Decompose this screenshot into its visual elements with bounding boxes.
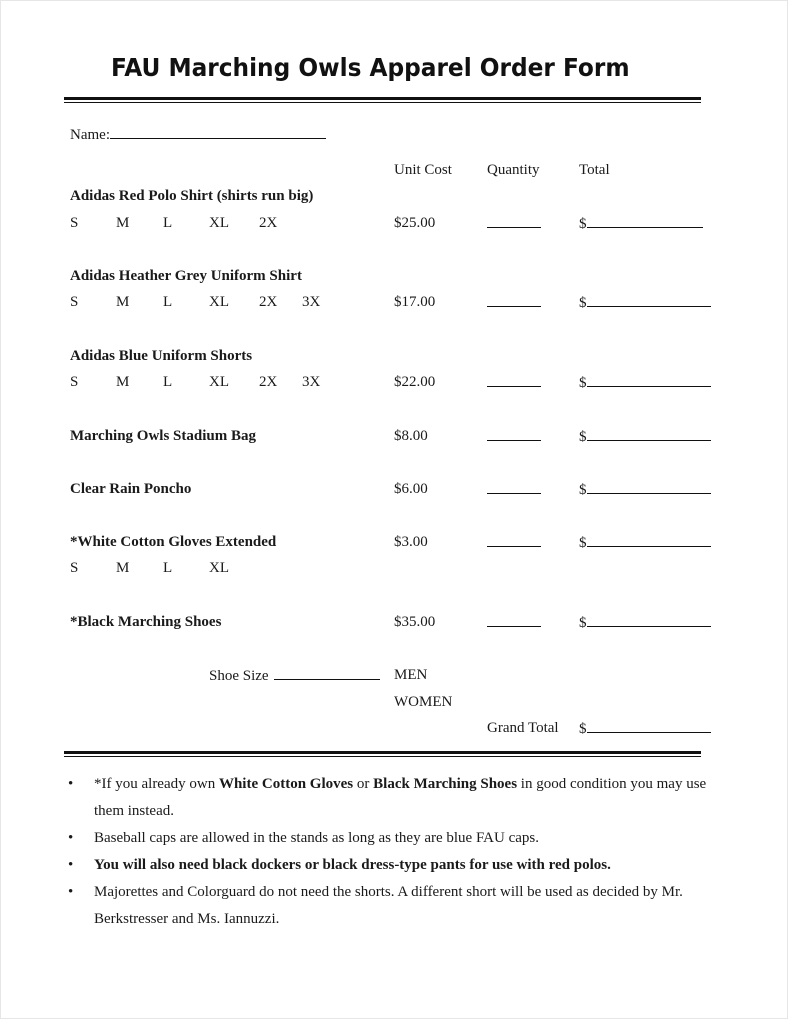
size-l[interactable]: L [163, 294, 173, 310]
size-m[interactable]: M [116, 374, 130, 390]
total-field[interactable] [579, 613, 711, 632]
quantity-blank[interactable] [487, 214, 541, 233]
total-prefix: $ [579, 375, 587, 391]
total-field[interactable] [579, 293, 711, 312]
footer-rule-thin [64, 756, 701, 757]
size-m[interactable]: M [116, 560, 130, 576]
size-3x[interactable]: 3X [302, 294, 321, 310]
name-label: Name: [70, 127, 110, 143]
shoe-gender-men[interactable]: MEN [394, 667, 428, 683]
grand-total-label: Grand Total [487, 720, 559, 736]
size-2x[interactable]: 2X [259, 215, 278, 231]
unit-price: $25.00 [394, 215, 436, 231]
note-text: or [353, 776, 374, 792]
header-total: Total [579, 162, 610, 178]
item-name-grey-shirt: Adidas Heather Grey Uniform Shirt [70, 268, 302, 284]
size-xl[interactable]: XL [209, 294, 229, 310]
bullet-icon: • [68, 830, 74, 846]
quantity-blank[interactable] [487, 533, 541, 552]
total-field[interactable] [579, 427, 711, 446]
total-prefix: $ [579, 429, 587, 445]
unit-price: $17.00 [394, 294, 436, 310]
unit-price: $22.00 [394, 374, 436, 390]
note-item [66, 825, 716, 852]
bullet-icon: • [68, 884, 74, 900]
note-bold-gloves: White Cotton Gloves [218, 776, 354, 792]
grand-total-prefix: $ [579, 721, 587, 737]
item-name-rain-poncho: Clear Rain Poncho [70, 481, 192, 497]
name-blank[interactable] [110, 125, 326, 139]
note-item [66, 852, 716, 879]
bullet-icon: • [68, 776, 74, 792]
total-prefix: $ [579, 535, 587, 551]
unit-price: $35.00 [394, 614, 436, 630]
note-text: Majorettes and Colorguard do not need the shorts. A different short will be used as decided by Mr. Berkstresser and Ms. Iannuzzi. [94, 884, 683, 927]
unit-price: $8.00 [394, 428, 428, 444]
header-unit-cost: Unit Cost [394, 162, 452, 178]
note-bold-shoes: Black Marching Shoes [373, 776, 518, 792]
size-s[interactable]: S [70, 294, 79, 310]
item-name-red-polo: Adidas Red Polo Shirt (shirts run big) [70, 188, 314, 204]
note-item [66, 771, 716, 825]
total-field[interactable] [579, 533, 711, 552]
footer-rule-thick [64, 751, 701, 754]
total-field[interactable] [579, 480, 711, 499]
size-xl[interactable]: XL [209, 374, 229, 390]
shoe-gender-women[interactable]: WOMEN [394, 694, 453, 710]
quantity-blank[interactable] [487, 427, 541, 446]
item-name-shoes: *Black Marching Shoes [70, 614, 222, 630]
header-quantity: Quantity [487, 162, 540, 178]
total-prefix: $ [579, 615, 587, 631]
item-name-blue-shorts: Adidas Blue Uniform Shorts [70, 348, 253, 364]
note-text: in good condition you may use them instead. [94, 776, 707, 819]
note-item [66, 879, 716, 933]
size-l[interactable]: L [163, 560, 173, 576]
size-l[interactable]: L [163, 374, 173, 390]
shoe-size-field[interactable] [209, 666, 380, 685]
size-m[interactable]: M [116, 294, 130, 310]
total-field[interactable] [579, 214, 703, 233]
item-name-stadium-bag: Marching Owls Stadium Bag [70, 428, 256, 444]
total-prefix: $ [579, 216, 587, 232]
note-text-bold: You will also need black dockers or black dress-type pants for use with red polos. [94, 857, 611, 873]
shoe-size-blank[interactable] [274, 666, 380, 680]
unit-price: $3.00 [394, 534, 428, 550]
size-m[interactable]: M [116, 215, 130, 231]
title-rule-thin [64, 102, 701, 103]
grand-total-field[interactable] [579, 719, 711, 738]
quantity-blank[interactable] [487, 613, 541, 632]
size-s[interactable]: S [70, 560, 79, 576]
notes-list [66, 771, 716, 933]
size-s[interactable]: S [70, 215, 79, 231]
shoe-size-label: Shoe Size [209, 668, 269, 684]
size-3x[interactable]: 3X [302, 374, 321, 390]
size-xl[interactable]: XL [209, 215, 229, 231]
total-prefix: $ [579, 295, 587, 311]
total-prefix: $ [579, 482, 587, 498]
size-s[interactable]: S [70, 374, 79, 390]
size-xl[interactable]: XL [209, 560, 229, 576]
note-text: Baseball caps are allowed in the stands as long as they are blue FAU caps. [94, 830, 540, 846]
size-l[interactable]: L [163, 215, 173, 231]
unit-price: $6.00 [394, 481, 428, 497]
quantity-blank[interactable] [487, 373, 541, 392]
form-title: FAU Marching Owls Apparel Order Form [111, 53, 630, 82]
size-2x[interactable]: 2X [259, 374, 278, 390]
quantity-blank[interactable] [487, 480, 541, 499]
title-rule-thick [64, 97, 701, 100]
item-name-gloves: *White Cotton Gloves Extended [70, 534, 277, 550]
size-2x[interactable]: 2X [259, 294, 278, 310]
note-text: *If you already own [94, 776, 219, 792]
name-field[interactable] [70, 125, 326, 144]
total-field[interactable] [579, 373, 711, 392]
quantity-blank[interactable] [487, 293, 541, 312]
bullet-icon: • [68, 857, 74, 873]
